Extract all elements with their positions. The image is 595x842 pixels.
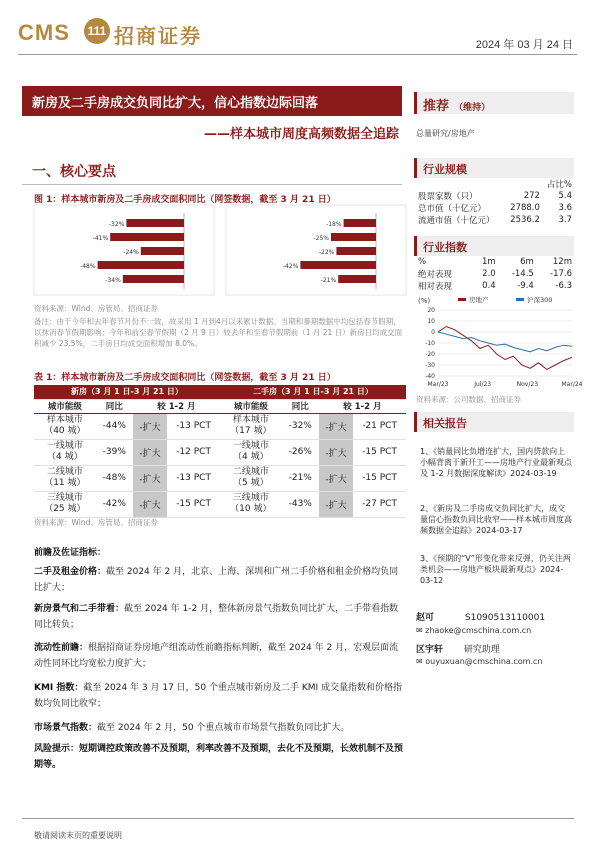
table-cell: -扩大	[133, 439, 167, 465]
lead-heading: 前瞻及佐证指标：	[34, 548, 107, 558]
table-row	[416, 280, 574, 292]
figure1-right-panel	[226, 205, 406, 295]
table-cell: -17.6	[550, 269, 572, 279]
logo-mark-icon: 111	[84, 18, 110, 44]
footer-divider	[22, 818, 574, 819]
data-label: -22%	[318, 249, 335, 256]
paragraph-label: 新房景气和二手带看：	[34, 604, 125, 614]
figure1-note: 备注：由于今年和去年春节月份不一致，故采用 1 月到4月以来累计数据。当期和暴期数据中均包括春节假期，以抹消春节假期影响；今年和前至春节假期（2 月 9 日）较去年和至春节假期前（1 月 21 日）新房日均成交面积减少 23.5%，二手房日均成交面积增加 8.0%。	[34, 317, 403, 348]
col-header: 1m	[482, 257, 496, 267]
analyst-2	[416, 642, 574, 655]
paragraph-label: 市场景气指数：	[34, 723, 98, 733]
data-label: -25%	[313, 235, 329, 242]
table-cell: -扩大	[319, 491, 353, 517]
bar	[123, 275, 184, 283]
y-tick-label: 10	[427, 318, 435, 325]
table1-title: 表 1：样本城市新房及二手房成交面积同比（网签数据，截至 3 月 21 日）	[34, 373, 336, 383]
legend-swatch	[458, 298, 466, 301]
industry-size-heading: 行业规模	[414, 158, 574, 178]
table-cell: 股票家数（只）	[418, 192, 478, 202]
risk-warning: 风险提示：短期调控政策改善不及预期，利率改善不及预期，去化不及预期，长效机制不及预期等。	[34, 744, 404, 770]
industry-size-table	[416, 178, 574, 226]
table-cell: -44%	[96, 413, 133, 439]
figure1-source: 资料来源：Wind、房管局、招商证券	[34, 304, 158, 313]
table-cell: 3.7	[558, 215, 572, 225]
logo-cms: CMS	[18, 20, 70, 45]
chart-lines	[438, 327, 572, 370]
data-label: -18%	[326, 221, 342, 228]
analyst-name: 区宇轩	[416, 645, 444, 655]
table1-col-header	[34, 399, 406, 413]
legend-label: 沪深300	[527, 296, 553, 304]
table-cell: 相对表现	[418, 282, 453, 292]
figure1-charts	[34, 205, 406, 295]
rating-detail: （维持）	[454, 103, 491, 113]
y-tick-label: 0	[431, 329, 435, 336]
table-cell: -扩大	[133, 465, 167, 491]
related-report-1[interactable]: 1、《销量同比负增连扩大，国内贷款向上小幅背离于新开工——房地产行业最新观点及 1-2 月数据深度解读》2024-03-19	[420, 447, 572, 478]
analyst-1	[416, 610, 574, 623]
table-cell: -扩大	[319, 465, 353, 491]
data-label: -48%	[80, 263, 96, 270]
section-heading: 一、核心要点	[32, 164, 116, 180]
table-cell: 2.0	[482, 269, 496, 279]
x-tick-label: Jul/23	[474, 381, 492, 388]
col-header: 同比	[282, 399, 319, 413]
table-cell: 流通市值（十亿元）	[418, 216, 495, 226]
industry-index-heading: 行业指数	[414, 236, 574, 256]
bar	[331, 233, 376, 241]
analyst-role: 研究助理	[463, 645, 500, 655]
chart-unit: (%)	[418, 297, 431, 305]
table-row	[34, 465, 406, 491]
x-tick-label: Mar/24	[561, 381, 583, 388]
bar	[338, 275, 376, 283]
table-cell: 5.4	[558, 191, 572, 201]
table-cell: -9.4	[517, 281, 534, 291]
table-cell: 272	[523, 191, 540, 201]
table-cell: 二线城市 （5 城）	[220, 465, 282, 491]
table-cell: -42%	[96, 491, 133, 517]
table-row	[416, 190, 574, 202]
table-cell: -15 PCT	[353, 465, 406, 491]
logo-cn: 招商证券	[114, 24, 202, 48]
table-row	[34, 413, 406, 439]
col-header: 较 1-2 月	[319, 399, 406, 413]
data-label: -42%	[282, 263, 299, 270]
chart-legend	[458, 295, 552, 304]
paragraph-market: 市场景气指数：截至 2024 年 2 月，50 个重点城市市场景气指数负同比扩大。	[34, 723, 350, 733]
report-date: 2024 年 03 月 24 日	[475, 39, 573, 51]
col-header: 较 1-2 月	[133, 399, 220, 413]
table1-source: 资料来源：Wind、房管局、招商证券	[34, 518, 158, 527]
paragraph-label: KMI 指数：	[34, 683, 84, 693]
related-reports-heading: 相关报告	[414, 412, 574, 432]
table-cell: -27 PCT	[353, 491, 406, 517]
table-cell: 二线城市 （11 城）	[34, 465, 96, 491]
data-label: -32%	[108, 221, 125, 228]
col-header: 城市能级	[220, 399, 282, 413]
y-tick-label: -10	[425, 340, 435, 347]
table-cell: 一线城市 （4 城）	[34, 439, 96, 465]
col-header: 城市能级	[34, 399, 96, 413]
col-header: 12m	[552, 257, 572, 267]
report-category: 总量研究/房地产	[416, 129, 475, 138]
x-tick-label: Mar/23	[427, 381, 449, 388]
table-row	[416, 202, 574, 214]
table1-group-new: 新房（3 月 1 日-3 月 21 日）	[34, 385, 220, 399]
col-header: 6m	[520, 257, 534, 267]
table-cell: -扩大	[319, 413, 353, 439]
report-title: 新房及二手房成交负同比扩大，信心指数边际回落	[22, 86, 402, 116]
table-cell: 2788.0	[510, 203, 540, 213]
bar	[110, 233, 184, 241]
data-label: -24%	[123, 249, 139, 256]
table-cell: 三线城市 （10 城）	[220, 491, 282, 517]
index-chart-source: 资料来源：公司数据、招商证券	[416, 395, 521, 404]
col-header: 占比%	[546, 180, 572, 190]
series-line	[438, 332, 572, 352]
table-cell: 0.4	[482, 281, 496, 291]
bar	[336, 247, 376, 255]
rating-box	[414, 92, 574, 114]
table-row	[416, 268, 574, 280]
table-cell: -39%	[96, 439, 133, 465]
analyst-license: S1090513110001	[464, 613, 546, 623]
bar	[141, 247, 184, 255]
table-cell: 样本城市 （40 城）	[34, 413, 96, 439]
table-cell: 2536.2	[510, 215, 540, 225]
table-cell: -21 PCT	[353, 413, 406, 439]
table-cell: 三线城市 （25 城）	[34, 491, 96, 517]
x-tick-label: Nov/23	[516, 381, 539, 388]
table-row	[34, 491, 406, 517]
legend-swatch	[516, 298, 524, 301]
figure1-title: 图 1：样本城市新房及二手房成交面积同比（网签数据，截至 3 月 21 日）	[34, 195, 336, 205]
table-cell: -扩大	[133, 491, 167, 517]
table1	[34, 385, 406, 518]
bar	[126, 219, 184, 227]
footer-disclaimer: 敬请阅读末页的重要说明	[34, 831, 122, 840]
table-cell: -48%	[96, 465, 133, 491]
paragraph-label: 流动性前瞻：	[34, 643, 89, 653]
col-header: 同比	[96, 399, 133, 413]
y-tick-label: 20	[427, 307, 435, 314]
table-cell: -扩大	[133, 413, 167, 439]
table-cell: -26%	[282, 439, 319, 465]
data-label: -34%	[105, 277, 121, 284]
section-divider	[22, 184, 402, 185]
table1-group-header	[34, 385, 406, 399]
col-header: %	[418, 257, 427, 267]
table-row	[34, 439, 406, 465]
data-label: -21%	[320, 277, 337, 284]
mail-icon: ✉	[416, 626, 423, 635]
analyst-name: 赵可	[416, 613, 435, 623]
rating-label: 推荐	[423, 99, 450, 114]
paragraph-new-house: 新房景气和二手带看：截至 2024 年 1-2 月，整体新房景气指数负同比扩大，二手带看指数同比转负；	[34, 604, 399, 630]
y-tick-label: -20	[425, 351, 435, 358]
industry-index-chart	[414, 294, 583, 392]
bar	[300, 261, 376, 269]
table-cell: -13 PCT	[167, 465, 220, 491]
table-cell: 样本城市 （17 城）	[220, 413, 282, 439]
analyst-1-email[interactable]: ✉ zhaoke@cmschina.com.cn	[416, 626, 532, 635]
data-label: -41%	[92, 235, 109, 242]
table-cell: -43%	[282, 491, 319, 517]
table-cell: -6.3	[555, 281, 572, 291]
report-subtitle: ——样本城市周度高频数据全追踪	[203, 127, 399, 142]
table-cell: -32%	[282, 413, 319, 439]
industry-index-table	[416, 256, 574, 292]
related-report-2[interactable]: 2、《新房及二手房成交负同比扩大，成交量信心指数负同比收窄——样本城市周度高频数据全追踪》2024-03-17	[420, 504, 572, 535]
legend-label: 房地产	[469, 296, 489, 304]
table-cell: 一线城市 （4 城）	[220, 439, 282, 465]
table-cell: -21%	[282, 465, 319, 491]
mail-icon: ✉	[416, 657, 423, 666]
table-row	[416, 214, 574, 226]
table-cell: -12 PCT	[167, 439, 220, 465]
paragraph-kmi: KMI 指数：截至 2024 年 3 月 17 日，50 个重点城市新房及二手 KMI 成交量指数和价格指数均负同比收窄；	[34, 683, 403, 709]
bar	[98, 261, 184, 269]
chart-axes	[425, 307, 582, 388]
table-cell: 3.6	[558, 203, 572, 213]
table1-group-second: 二手房（3 月 1 日-3 月 21 日）	[220, 385, 406, 399]
bar	[344, 219, 376, 227]
paragraph-price: 二手及租金价格：截至 2024 年 2 月，北京、上海、深圳和广州二手价格和租金价格均负同比扩大；	[34, 567, 399, 593]
table-cell: 绝对表现	[418, 270, 453, 280]
y-tick-label: -40	[425, 373, 435, 380]
table-cell: 总市值（十亿元）	[418, 204, 487, 214]
series-line	[438, 327, 572, 370]
table-cell: -14.5	[511, 269, 534, 279]
related-report-3[interactable]: 3、《预期的“V”形变化带来反弹，仍关注两类机会——房地产板块最新观点》2024-03-12	[420, 554, 571, 585]
table-cell: -15 PCT	[167, 491, 220, 517]
paragraph-label: 二手及租金价格：	[34, 567, 107, 577]
paragraph-liquidity: 流动性前瞻：根据招商证券房地产组流动性前瞻指标判断，截至 2024 年 2 月，宏观层面流动性同环比均宽松力度扩大；	[34, 643, 399, 669]
table-cell: -13 PCT	[167, 413, 220, 439]
y-tick-label: -30	[425, 362, 435, 369]
analyst-2-email[interactable]: ✉ ouyuxuan@cmschina.com.cn	[416, 657, 543, 666]
header-divider	[18, 54, 577, 55]
table-cell: -15 PCT	[353, 439, 406, 465]
table-cell: -扩大	[319, 439, 353, 465]
